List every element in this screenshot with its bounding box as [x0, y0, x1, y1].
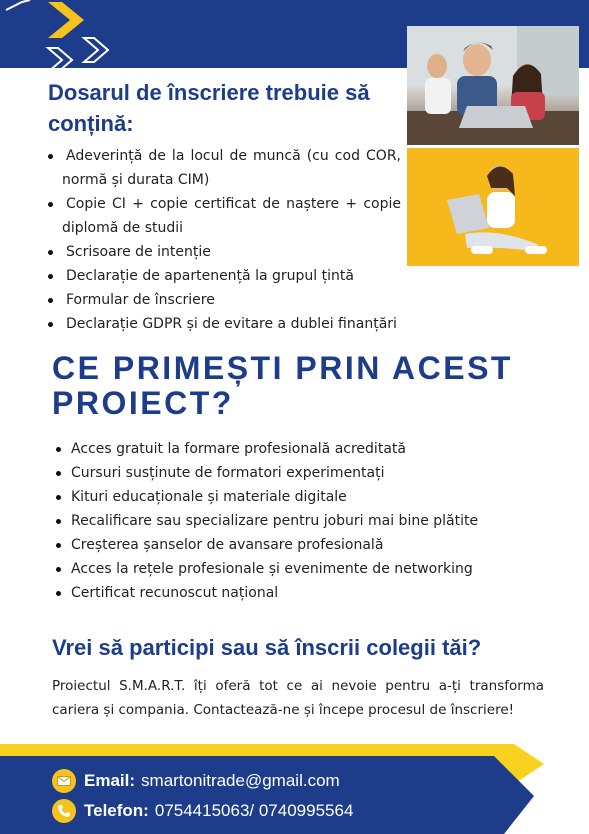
chevron-arrow-icon [84, 38, 108, 62]
benefits-heading: CE PRIMEȘTI PRIN ACEST PROIECT? [52, 350, 513, 421]
list-item: Adeverință de la locul de muncă (cu cod COR, normă și durata CIM) [48, 144, 401, 192]
phone-label: Telefon: [84, 801, 149, 820]
list-item: Copie CI + copie certificat de naștere + copie diplomă de studii [48, 192, 401, 240]
envelope-icon [52, 769, 76, 793]
email-link[interactable]: smartonitrade@gmail.com [141, 771, 340, 790]
phone-link[interactable]: 0754415063/ 0740995564 [154, 801, 354, 820]
phone-row [52, 798, 353, 824]
list-item: Declarație de apartenență la grupul țintă [48, 264, 401, 288]
dosar-list [48, 144, 401, 336]
cta-heading: Vrei să participi sau să înscrii colegii tăi? [52, 635, 482, 660]
list-item: Acces la rețele profesionale și evenimente de networking [56, 557, 536, 581]
cta-paragraph: Proiectul S.M.A.R.T. îți oferă tot ce ai nevoie pentru a-ți transforma cariera și compania. Contactează-ne și începe procesul de înscriere! [52, 678, 544, 718]
email-label: Email: [84, 771, 136, 790]
list-item: Acces gratuit la formare profesională acreditată [56, 437, 536, 461]
woman-laptop-photo [407, 148, 579, 266]
list-item: Scrisoare de intenție [48, 240, 401, 264]
list-item: Formular de înscriere [48, 288, 401, 312]
email-row [52, 768, 340, 794]
phone-icon [52, 799, 76, 823]
contact-footer [0, 744, 589, 834]
chevron-arrows-decoration [0, 0, 120, 72]
chevron-arrow-icon [48, 2, 84, 38]
benefits-list [56, 437, 536, 605]
list-item: Cursuri susținute de formatori experimentați [56, 461, 536, 485]
list-item: Kituri educaționale și materiale digitale [56, 485, 536, 509]
students-laptop-photo [407, 26, 579, 145]
dosar-heading: Dosarul de înscriere trebuie să conțină: [48, 80, 370, 136]
chevron-arrow-icon [48, 48, 72, 72]
list-item: Recalificare sau specializare pentru joburi mai bine plătite [56, 509, 536, 533]
chevron-arrow-icon [6, 0, 30, 10]
list-item: Declarație GDPR și de evitare a dublei finanțări [48, 312, 401, 336]
list-item: Creșterea șanselor de avansare profesională [56, 533, 536, 557]
list-item: Certificat recunoscut național [56, 581, 536, 605]
